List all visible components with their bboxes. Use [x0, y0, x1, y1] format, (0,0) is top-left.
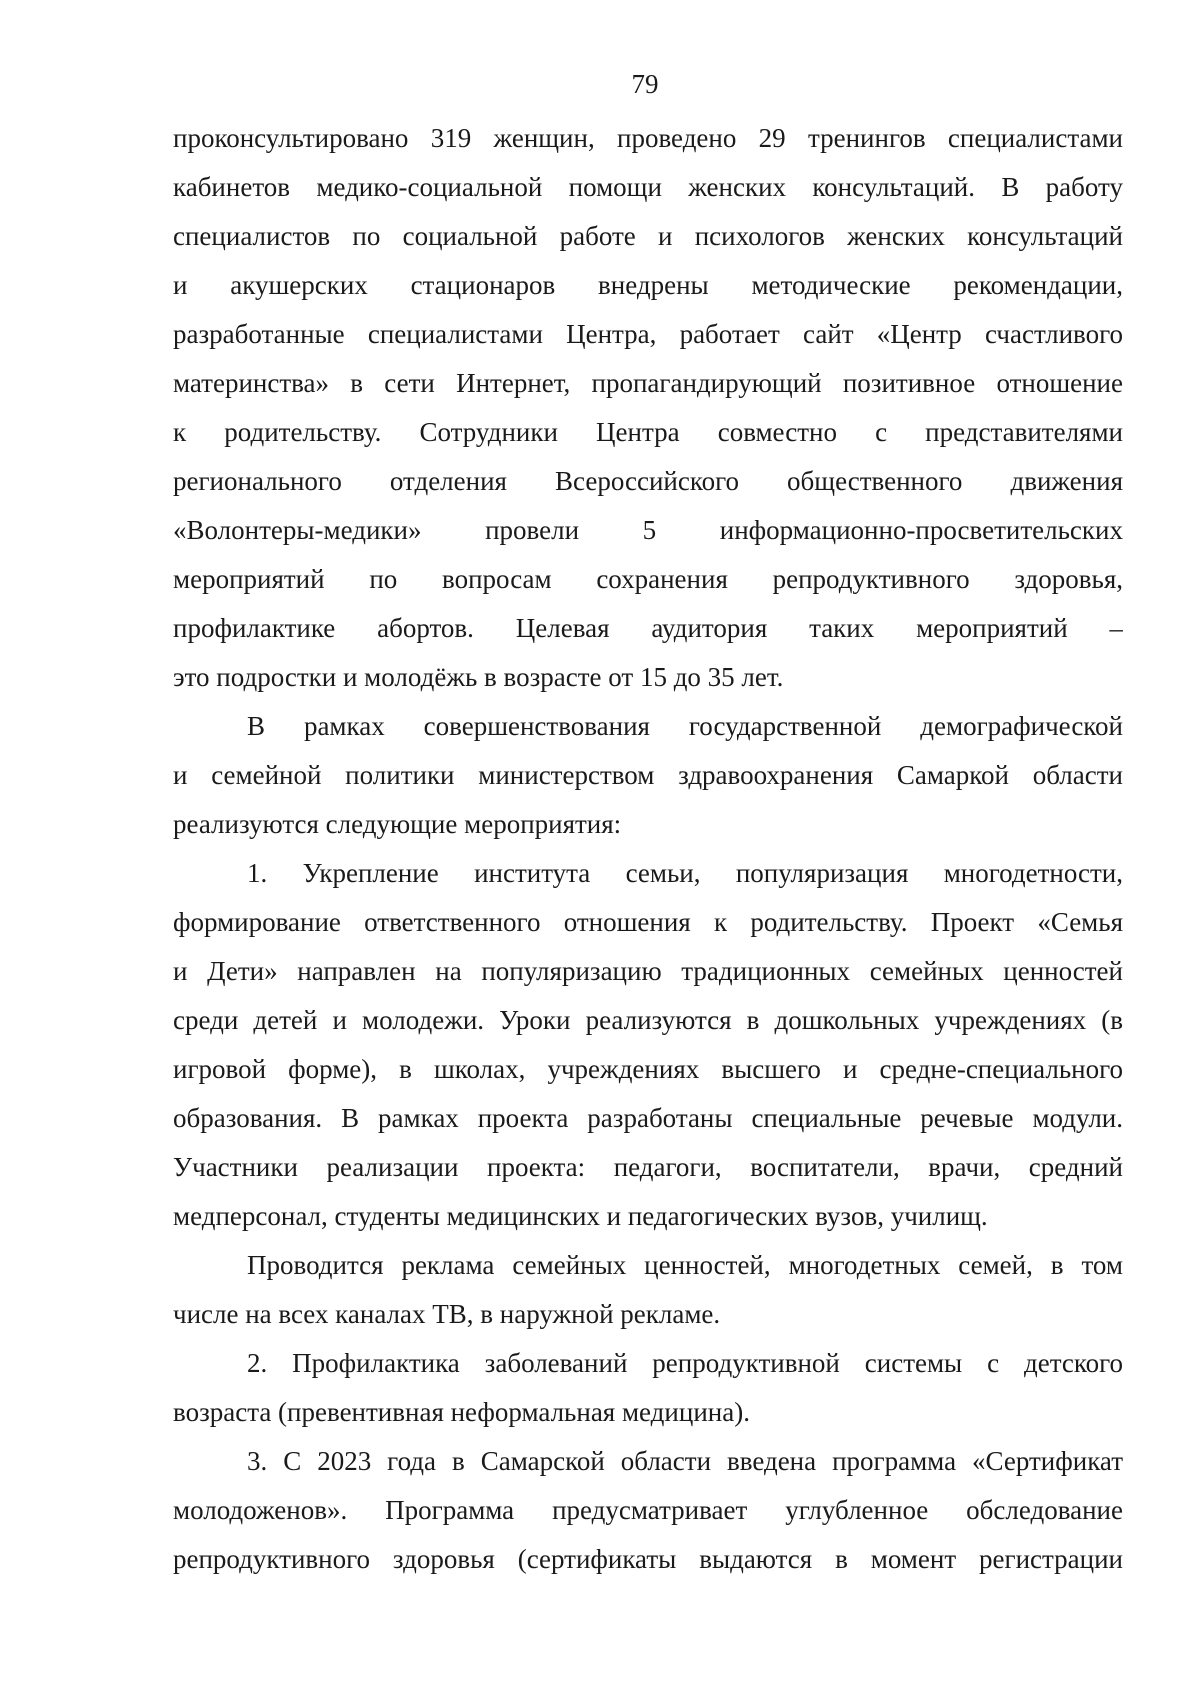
text-line: формирование ответственного отношения к родительству. Проект «Семья	[173, 907, 1123, 937]
text-line: 2. Профилактика заболеваний репродуктивной системы с детского	[247, 1348, 1123, 1378]
paragraph-policy-intro	[173, 702, 1123, 849]
text-line: мероприятий по вопросам сохранения репродуктивного здоровья,	[173, 564, 1123, 594]
text-line: к родительству. Сотрудники Центра совместно с представителями	[173, 417, 1123, 447]
paragraph-advertising	[173, 1241, 1123, 1339]
text-line: «Волонтеры-медики» провели 5 информационно-просветительских	[173, 515, 1123, 545]
document-body	[173, 114, 1123, 1584]
text-line: и семейной политики министерством здравоохранения Самаркой области	[173, 760, 1123, 790]
text-line: разработанные специалистами Центра, работает сайт «Центр счастливого	[173, 319, 1123, 349]
text-line: кабинетов медико-социальной помощи женских консультаций. В работу	[173, 172, 1123, 202]
text-line: 3. С 2023 года в Самарской области введена программа «Сертификат	[247, 1446, 1123, 1476]
text-line: среди детей и молодежи. Уроки реализуются в дошкольных учреждениях (в	[173, 1005, 1123, 1035]
paragraph-item-1	[173, 849, 1123, 1241]
text-line: 1. Укрепление института семьи, популяризация многодетности,	[247, 858, 1123, 888]
paragraph-center-activities	[173, 114, 1123, 702]
text-line: это подростки и молодёжь в возрасте от 15 до 35 лет.	[173, 662, 784, 692]
text-line: возраста (превентивная неформальная медицина).	[173, 1397, 750, 1427]
text-line: числе на всех каналах ТВ, в наружной рекламе.	[173, 1299, 721, 1329]
text-line: регионального отделения Всероссийского общественного движения	[173, 466, 1123, 496]
text-line: специалистов по социальной работе и психологов женских консультаций	[173, 221, 1123, 251]
text-line: Проводится реклама семейных ценностей, многодетных семей, в том	[247, 1250, 1123, 1280]
text-line: и акушерских стационаров внедрены методические рекомендации,	[173, 270, 1123, 300]
text-line: профилактике абортов. Целевая аудитория таких мероприятий –	[173, 613, 1123, 643]
text-line: В рамках совершенствования государственной демографической	[247, 711, 1123, 741]
text-line: молодоженов». Программа предусматривает углубленное обследование	[173, 1495, 1123, 1525]
text-line: игровой форме), в школах, учреждениях высшего и средне-специального	[173, 1054, 1123, 1084]
text-line: проконсультировано 319 женщин, проведено 29 тренингов специалистами	[173, 123, 1123, 153]
text-line: Участники реализации проекта: педагоги, воспитатели, врачи, средний	[173, 1152, 1123, 1182]
text-line: материнства» в сети Интернет, пропагандирующий позитивное отношение	[173, 368, 1123, 398]
text-line: и Дети» направлен на популяризацию традиционных семейных ценностей	[173, 956, 1123, 986]
page-number: 79	[631, 69, 659, 99]
text-line: медперсонал, студенты медицинских и педагогических вузов, училищ.	[173, 1201, 988, 1231]
text-line: репродуктивного здоровья (сертификаты выдаются в момент регистрации	[173, 1544, 1123, 1574]
paragraph-item-2	[173, 1339, 1123, 1437]
text-line: образования. В рамках проекта разработаны специальные речевые модули.	[173, 1103, 1123, 1133]
paragraph-item-3	[173, 1437, 1123, 1584]
text-line: реализуются следующие мероприятия:	[173, 809, 622, 839]
